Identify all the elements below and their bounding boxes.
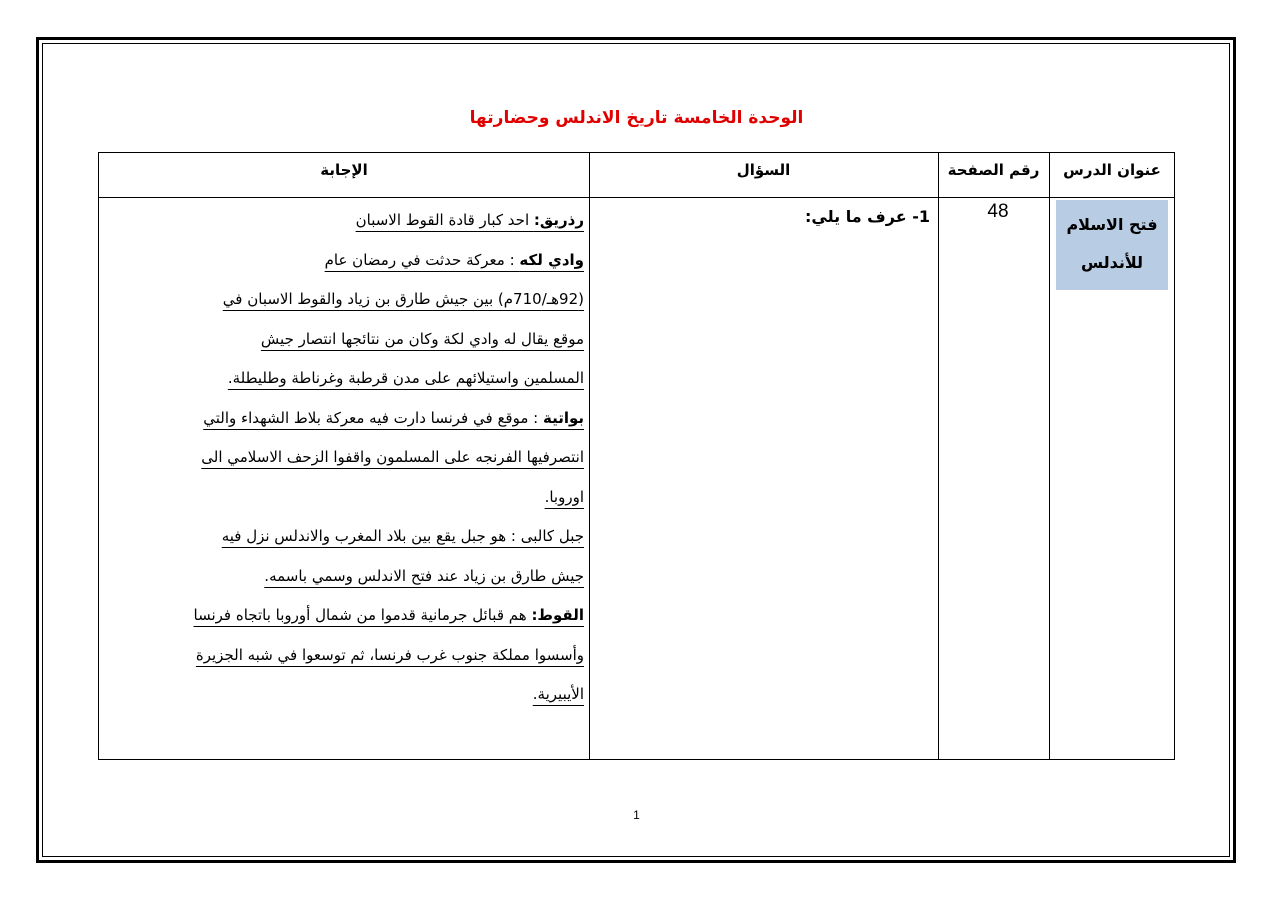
answer-line: اوروبا.	[544, 487, 584, 506]
column-divider	[1049, 153, 1050, 759]
lesson-table	[98, 152, 1175, 760]
unit-title: الوحدة الخامسة تاريخ الاندلس وحضارتها	[469, 108, 804, 128]
answer-line: القوط: هم قبائل جرمانية قدموا من شمال أوروبا باتجاه فرنسا	[193, 606, 584, 624]
answer-line: رذريق: احد كبار قادة القوط الاسبان	[355, 211, 584, 229]
column-divider	[589, 153, 590, 759]
header-page-number: رقم الصفحة	[947, 161, 1040, 179]
answer-cell	[104, 201, 584, 715]
header-lesson-title: عنوان الدرس	[1063, 161, 1161, 179]
answer-line: المسلمين واستيلائهم على مدن قرطبة وغرناطة وطليطلة.	[227, 369, 584, 387]
answer-line: وادي لكه : معركة حدثت في رمضان عام	[324, 250, 584, 269]
answer-line: الأيبيرية.	[532, 685, 584, 703]
page-number-cell: 48	[987, 201, 1009, 222]
answer-line: انتصرفيها الفرنجه على المسلمون واقفوا الزحف الاسلامي الى	[201, 448, 584, 466]
lesson-title-line2: للأندلس	[1080, 253, 1144, 272]
header-answer: الإجابة	[320, 161, 368, 179]
lesson-title-line1: فتح الاسلام	[1066, 215, 1158, 234]
answer-line: جيش طارق بن زياد عند فتح الاندلس وسمي باسمه.	[264, 566, 584, 585]
answer-line: (92هـ/710م) بين جيش طارق بن زياد والقوط الاسبان في	[222, 290, 584, 308]
question-cell: 1- عرف ما يلي:	[805, 207, 930, 226]
lesson-title-cell	[1056, 200, 1168, 290]
answer-line: بواتية : موقع في فرنسا دارت فيه معركة بلاط الشهداء والتي	[203, 408, 584, 427]
column-divider	[938, 153, 939, 759]
header-divider	[99, 197, 1174, 198]
page-footer-number: 1	[633, 808, 640, 822]
answer-line: وأسسوا مملكة جنوب غرب فرنسا، ثم توسعوا في شبه الجزيرة	[195, 645, 584, 664]
answer-line: جبل كالبى : هو جبل يقع بين بلاد المغرب والاندلس نزل فيه	[221, 527, 584, 545]
header-question: السؤال	[736, 161, 791, 179]
answer-line: موقع يقال له وادي لكة وكان من نتائجها انتصار جيش	[260, 329, 584, 348]
